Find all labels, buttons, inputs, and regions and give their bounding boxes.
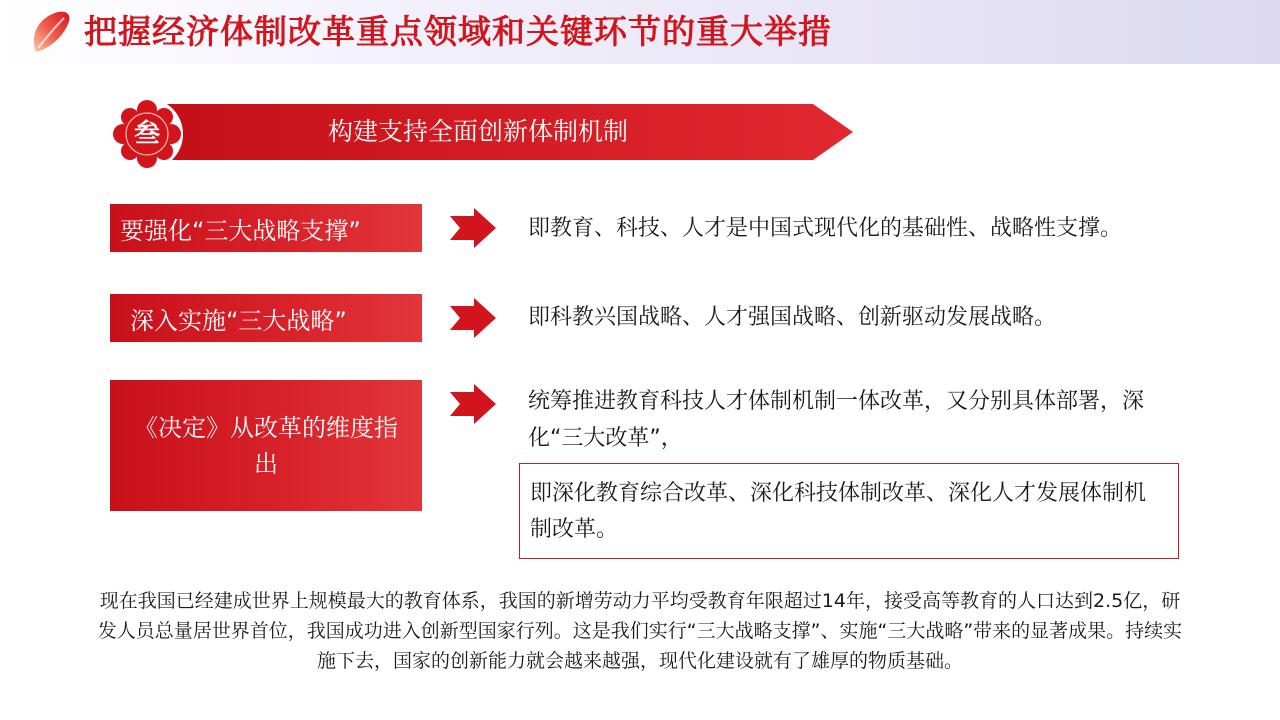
label-box-1 [110,204,422,252]
detail-box [519,463,1179,559]
page-title: 把握经济体制改革重点领域和关键环节的重大举措 [84,12,832,51]
label-text-2: 深入实施“三大战略” [130,306,347,335]
header-bar [0,0,1280,64]
detail-text: 即深化教育综合改革、深化科技体制改革、深化人才发展体制机制改革。 [530,481,1147,542]
arrow-right-icon [450,298,496,338]
label-box-3 [110,380,422,511]
label-text-3: 《决定》从改革的维度指出 [134,413,398,478]
section-number: 叁 [133,119,160,149]
label-box-2 [110,294,422,342]
leaf-logo-icon [28,8,74,56]
description-2: 即科教兴国战略、人才强国战略、创新驱动发展战略。 [528,305,1057,330]
description-1: 即教育、科技、人才是中国式现代化的基础性、战略性支撑。 [528,216,1123,241]
summary-paragraph: 现在我国已经建成世界上规模最大的教育体系，我国的新增劳动力平均受教育年限超过14年，接受高等教育的人口达到2.5亿，研发人员总量居世界首位，我国成功进入创新型国家行列。这是我们实行“三大战略支撑”、实施“三大战略”带来的显著成果。持续实施下去，国家的创新能力就会越来越强，现代化建设就有了雄厚的物质基础。 [97,590,1183,672]
description-3: 统筹推进教育科技人才体制机制一体改革，又分别具体部署，深化“三大改革”， [528,389,1145,451]
section-banner [108,96,853,172]
section-title: 构建支持全面创新体制机制 [327,117,628,146]
arrow-right-icon [450,208,496,248]
label-text-1: 要强化“三大战略支撑” [120,216,361,245]
arrow-right-icon [450,384,496,424]
